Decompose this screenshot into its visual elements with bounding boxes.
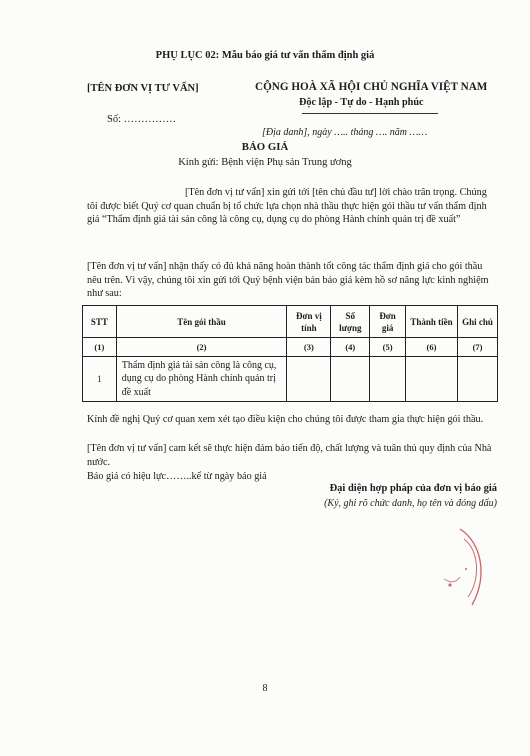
- header-amount: Thành tiền: [405, 306, 457, 338]
- appendix-heading: [0, 50, 530, 61]
- capability-paragraph: [Tên đơn vị tư vấn] nhận thấy có đủ khả năng hoàn thành tốt công tác thẩm định giá cho gói thầu nêu trên. Vì vậy, chúng tôi xin gửi tới Quý bệnh viện bản báo giá kèm hồ sơ năng lực kinh nghiệm như sau:: [87, 261, 489, 300]
- page-number: 8: [262, 683, 268, 694]
- appendix-label: PHỤ LỤC 02:: [155, 50, 220, 61]
- column-number: (3): [287, 338, 331, 357]
- column-number-row: [83, 338, 498, 357]
- row-note: [458, 357, 498, 402]
- intro-paragraph: [Tên đơn vị tư vấn] xin gửi tới [tên chủ đầu tư] lời chào trân trọng. Chúng tôi được biết Quý cơ quan chuẩn bị tổ chức lựa chọn nhà thầu thực hiện gói thầu tư vấn thẩm định giá “Thẩm định giá tài sản công là công cụ, dụng cụ do phòng Hành chính quản trị đề xuất”: [87, 187, 487, 226]
- signature-instruction: (Ký, ghi rõ chức danh, họ tên và đóng dấu): [324, 498, 497, 509]
- consultant-org-name: [TÊN ĐƠN VỊ TƯ VẤN]: [87, 83, 199, 94]
- red-stamp-mark: [420, 525, 500, 615]
- document-number: Số: ……………: [107, 114, 177, 125]
- appendix-title: Mẫu báo giá tư vấn thẩm định giá: [221, 50, 375, 61]
- header-unit-price: Đơn giá: [370, 306, 406, 338]
- column-number: (7): [458, 338, 498, 357]
- signature-title: Đại diện hợp pháp của đơn vị báo giá: [329, 483, 497, 494]
- row-amount: [405, 357, 457, 402]
- column-number: (4): [331, 338, 370, 357]
- row-package-name: Thẩm định giá tài sản công là công cụ, dụng cụ do phòng Hành chính quản trị đề xuất: [116, 357, 287, 402]
- table-header-row: [83, 306, 498, 338]
- table-row: [83, 357, 498, 402]
- column-number: (5): [370, 338, 406, 357]
- row-unit: [287, 357, 331, 402]
- commitment-paragraph: [Tên đơn vị tư vấn] cam kết sẽ thực hiện đảm bảo tiến độ, chất lượng và tuân thủ quy định của Nhà nước.: [87, 443, 492, 468]
- row-quantity: [331, 357, 370, 402]
- national-motto: Độc lập - Tự do - Hạnh phúc: [299, 97, 424, 108]
- column-number: (2): [116, 338, 287, 357]
- header-note: Ghi chú: [458, 306, 498, 338]
- motto-underline: [302, 113, 438, 114]
- header-quantity: Số lượng: [331, 306, 370, 338]
- national-title: CỘNG HOÀ XÃ HỘI CHỦ NGHĨA VIỆT NAM: [255, 81, 488, 93]
- validity-paragraph: Báo giá có hiệu lực……..kể từ ngày báo giá: [87, 471, 267, 482]
- document-title: BÁO GIÁ: [241, 141, 289, 153]
- header-package-name: Tên gói thầu: [116, 306, 287, 338]
- column-number: (6): [405, 338, 457, 357]
- request-paragraph: Kính đề nghị Quý cơ quan xem xét tạo điều kiện cho chúng tôi được tham gia thực hiện gói thầu.: [87, 414, 484, 425]
- quote-table: [82, 305, 498, 402]
- row-stt: 1: [83, 357, 117, 402]
- header-stt: STT: [83, 306, 117, 338]
- row-unit-price: [370, 357, 406, 402]
- header-unit: Đơn vị tính: [287, 306, 331, 338]
- recipient-line: Kính gửi: Bệnh viện Phụ sản Trung ương: [178, 157, 352, 168]
- column-number: (1): [83, 338, 117, 357]
- place-date: [Địa danh], ngày ….. tháng …. năm ……: [262, 127, 428, 138]
